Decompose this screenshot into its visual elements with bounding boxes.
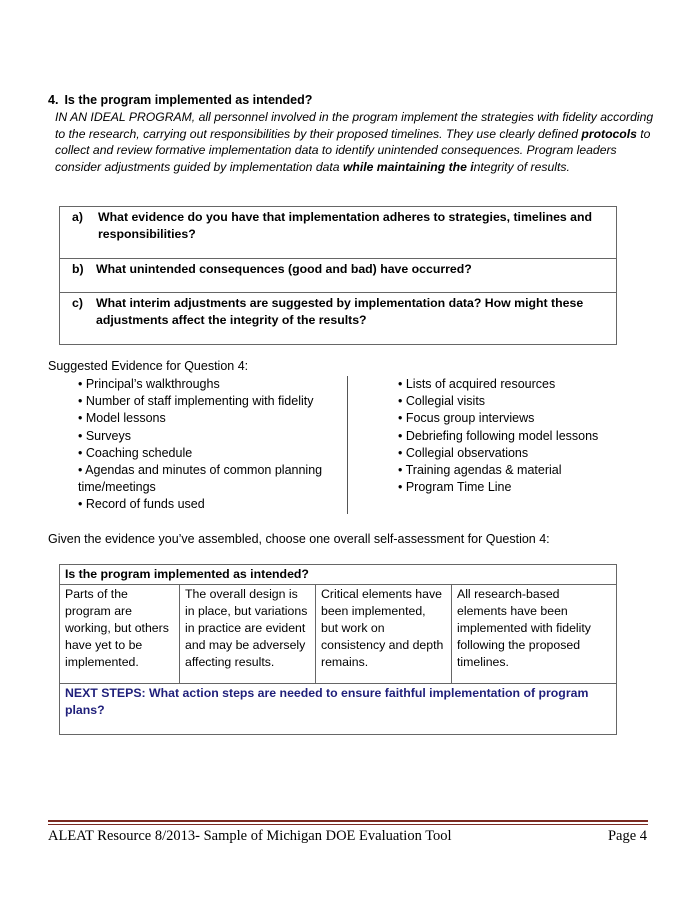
self-assessment-table <box>59 564 617 735</box>
evidence-item: • Focus group interviews <box>398 411 535 426</box>
ideal-program-description <box>55 109 655 175</box>
footer-rule-thick <box>48 820 648 822</box>
question-heading <box>48 93 312 107</box>
evidence-item: • Program Time Line <box>398 480 512 495</box>
sub-question-row <box>60 293 617 345</box>
evidence-item: • Training agendas & material <box>398 463 562 478</box>
assessment-level-3[interactable]: Critical elements have been implemented, but work on consistency and depth remains. <box>316 585 452 684</box>
evidence-item: • Model lessons <box>78 411 166 426</box>
evidence-item: • Record of funds used <box>78 497 205 512</box>
evidence-item: • Number of staff implementing with fidelity <box>78 394 314 409</box>
evidence-item: • Principal’s walkthroughs <box>78 377 220 391</box>
sub-questions-table <box>59 206 617 345</box>
sub-question-letter: b) <box>72 262 84 276</box>
sub-question-row <box>60 207 617 259</box>
assessment-level-4[interactable]: All research-based elements have been implemented with fidelity following the proposed timelines. <box>452 585 617 684</box>
question-title: Is the program implemented as intended? <box>64 93 313 107</box>
ideal-bold-2: while maintaining the i <box>342 159 474 174</box>
sub-question-row <box>60 259 617 293</box>
evidence-item: • Debriefing following model lessons <box>398 428 599 443</box>
assessment-level-2[interactable]: The overall design is in place, but variations in practice are evident and may be adversely affecting results. <box>180 585 316 684</box>
evidence-item: • Coaching schedule <box>78 445 193 460</box>
evidence-list-right <box>398 376 598 496</box>
footer-resource-label: ALEAT Resource 8/2013- Sample of Michigan DOE Evaluation Tool <box>48 828 452 844</box>
evidence-item: • Agendas and minutes of common planning time/meetings <box>78 463 323 495</box>
evidence-column-divider <box>347 376 348 514</box>
evidence-item: • Collegial visits <box>398 394 486 409</box>
sub-question-text: What evidence do you have that implementation adheres to strategies, timelines and responsibilities? <box>98 210 593 241</box>
question-number: 4. <box>48 93 59 107</box>
footer-rule-thin <box>48 824 648 825</box>
assessment-level-1[interactable]: Parts of the program are working, but others have yet to be implemented. <box>60 585 180 684</box>
evidence-title: Suggested Evidence for Question 4: <box>48 359 249 373</box>
sub-question-letter: a) <box>72 210 83 224</box>
sub-question-text: What interim adjustments are suggested by implementation data? How might these adjustments affect the integrity of the results? <box>96 296 584 327</box>
sub-question-letter: c) <box>72 296 83 310</box>
evidence-item: • Surveys <box>78 428 132 443</box>
evidence-item: • Collegial observations <box>398 445 529 460</box>
ideal-text-1: IN AN IDEAL PROGRAM, all personnel involved in the program implement the strategies with fidelity according to the research, carrying out responsibilities by their proposed timelines. They use clearly defined <box>55 110 654 141</box>
evidence-list-left <box>78 376 340 514</box>
ideal-bold-1: protocols <box>581 126 637 141</box>
ideal-text-3: ntegrity of results. <box>473 159 570 174</box>
sub-question-text: What unintended consequences (good and bad) have occurred? <box>96 262 472 276</box>
footer-page-number: Page 4 <box>607 828 647 844</box>
self-assessment-intro: Given the evidence you’ve assembled, choose one overall self-assessment for Question 4: <box>48 532 550 546</box>
ideal-text-2: to collect and review formative implementation data to identify unintended consequences. Program leaders consider adjustments guided by implementation data <box>55 126 651 174</box>
evidence-item: • Lists of acquired resources <box>398 377 556 391</box>
assessment-header: Is the program implemented as intended? <box>60 565 617 585</box>
next-steps: NEXT STEPS: What action steps are needed to ensure faithful implementation of program plans? <box>60 684 617 735</box>
